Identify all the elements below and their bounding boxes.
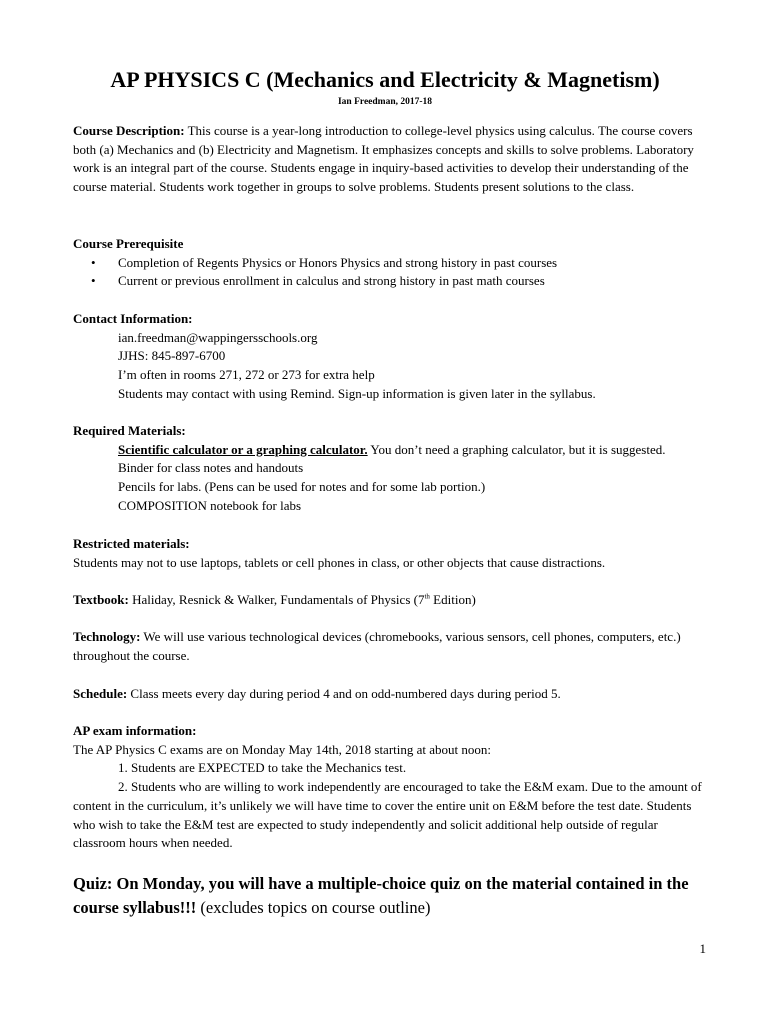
textbook-sup: th (424, 592, 430, 601)
technology-label: Technology: (73, 629, 141, 644)
materials-label: Required Materials: (73, 423, 186, 438)
technology (73, 628, 713, 665)
textbook (73, 591, 713, 610)
textbook-text: Haliday, Resnick & Walker, Fundamentals of Physics (7 (128, 592, 425, 607)
restricted-text: Students may not to use laptops, tablets or cell phones in class, or other objects that cause distractions. (73, 554, 606, 570)
restricted-materials (73, 535, 713, 572)
contact-phone: JJHS: 845-897-6700 (118, 348, 226, 364)
contact-rooms: I’m often in rooms 271, 272 or 273 for extra help (118, 367, 375, 383)
textbook-text-end: Edition) (429, 592, 476, 607)
bullet-icon: • (91, 254, 96, 270)
quiz-rest: (excludes topics on course outline) (196, 898, 431, 917)
materials-calculator (73, 441, 713, 460)
quiz-notice (73, 872, 733, 920)
course-description (73, 122, 713, 197)
page-number: 1 (699, 941, 706, 956)
contact-remind: Students may contact with using Remind. Sign-up information is given later in the syllabus. (118, 385, 596, 401)
ap-exam-information (73, 722, 713, 853)
prerequisite-item-text: Completion of Regents Physics or Honors Physics and strong history in past courses (118, 254, 558, 270)
restricted-label: Restricted materials: (73, 536, 190, 551)
contact-email: ian.freedman@wappingersschools.org (118, 329, 318, 345)
course-description-label: Course Description: (73, 123, 185, 138)
exam-item-2: 2. Students who are willing to work independently are encouraged to take the E&M exam. Due to the amount of content in the curriculum, it’s unlikely we will have time to cover the entire unit on E&M before the test date. Students who wish to take the E&M test are expected to study independently and solicit additional help outside of regular classroom hours when needed. (73, 779, 702, 851)
schedule (73, 685, 713, 704)
calculator-note: You don’t need a graphing calculator, but it is suggested. (367, 441, 666, 457)
schedule-label: Schedule: (73, 686, 128, 701)
contact-information (73, 310, 713, 404)
exam-intro: The AP Physics C exams are on Monday May 14th, 2018 starting at about noon: (73, 741, 491, 757)
exam-item-1: 1. Students are EXPECTED to take the Mechanics test. (118, 760, 407, 776)
prerequisite-item-text: Current or previous enrollment in calculus and strong history in past math courses (118, 273, 545, 289)
schedule-text: Class meets every day during period 4 and on odd-numbered days during period 5. (127, 686, 561, 701)
materials-binder: Binder for class notes and handouts (118, 460, 304, 476)
exam-label: AP exam information: (73, 723, 197, 738)
page-title: AP PHYSICS C (Mechanics and Electricity & Magnetism) (110, 67, 660, 92)
materials-notebook: COMPOSITION notebook for labs (118, 497, 302, 513)
bullet-icon: • (91, 273, 96, 289)
required-materials (73, 422, 713, 516)
page-subtitle: Ian Freedman, 2017-18 (337, 97, 433, 107)
textbook-label: Textbook: (73, 592, 129, 607)
technology-text: We will use various technological devices (chromebooks, various sensors, cell phones, computers, etc.) throughout the course. (73, 629, 681, 663)
prerequisite-label: Course Prerequisite (73, 236, 184, 251)
calculator-underlined: Scientific calculator or a graphing calculator. (118, 441, 368, 457)
list-item (73, 254, 713, 273)
contact-label: Contact Information: (73, 311, 193, 326)
quiz-bold: Quiz: On Monday, you will have a multiple-choice quiz on the material contained in the course syllabus!!! (73, 874, 689, 917)
prerequisite-list (73, 254, 713, 291)
course-description-text: This course is a year-long introduction to college-level physics using calculus. The course covers both (a) Mechanics and (b) Electricity and Magnetism. It emphasizes concepts and skills to solve problems. Laboratory work is an integral part of the course. Students engage in inquiry-based activities to develop their understanding of the course material. Students work together in groups to solve problems. Students present solutions to the class. (73, 123, 694, 195)
course-prerequisite (73, 235, 713, 291)
list-item (73, 272, 713, 291)
materials-pencils: Pencils for labs. (Pens can be used for notes and for some lab portion.) (118, 479, 486, 495)
